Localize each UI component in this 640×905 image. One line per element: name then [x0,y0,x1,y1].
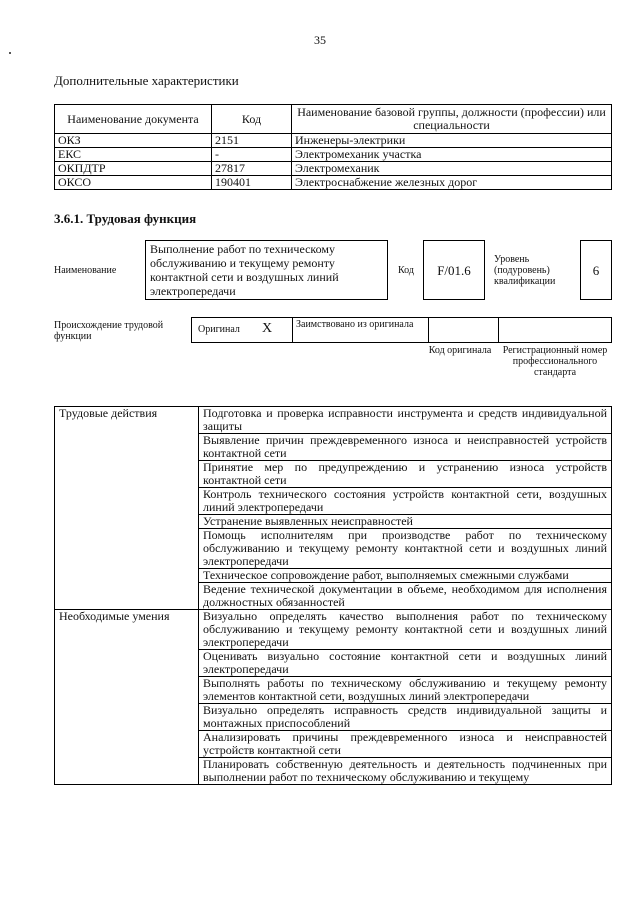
origin-divider [428,317,429,343]
code-cell: 190401 [212,176,292,190]
skill-item: Планировать собственную деятельность и деятельность подчиненных при выполнении работ по техническому обслуживанию и текущему [199,758,612,785]
labor-action-item: Устранение выявленных неисправностей [199,515,612,529]
level-value-box: 6 [580,240,612,300]
skill-item: Анализировать причины преждевременного износа и неисправностей устройств контактной сети [199,731,612,758]
table-row [55,176,612,190]
classifier-table [54,104,612,190]
code-original-label: Код оригинала [428,345,492,356]
function-heading: 3.6.1. Трудовая функция [54,211,197,226]
level-label: Уровень (подуровень) квалификации [494,254,556,287]
labor-action-item: Помощь исполнителям при производстве работ по техническому обслуживанию и текущему ремонту контактной сети и воздушных линий электропередачи [199,529,612,569]
origin-box [191,317,612,343]
table-header-row [55,105,612,134]
group-name-cell: Электромеханик [292,162,612,176]
table-row [55,407,612,434]
origin-label: Происхождение трудовой функции [54,320,164,342]
code-cell: 27817 [212,162,292,176]
name-label: Наименование [54,265,117,276]
labor-action-item: Подготовка и проверка исправности инструмента и средств индивидуальной защиты [199,407,612,434]
scan-speck [9,52,11,54]
origin-divider [292,317,293,343]
required-skills-label: Необходимые умения [55,610,199,785]
code-cell: - [212,148,292,162]
group-name-cell: Инженеры-электрики [292,134,612,148]
section-title: Дополнительные характеристики [54,73,239,88]
skill-item: Визуально определять качество выполнения работ по техническому обслуживанию и текущему ремонту контактной сети и воздушных линий электропередачи [199,610,612,650]
doc-name-cell: ОКСО [55,176,212,190]
table-row [55,610,612,650]
function-code-box: F/01.6 [423,240,485,300]
function-details-table [54,406,612,785]
function-name-box: Выполнение работ по техническому обслуживанию и текущему ремонту контактной сети и воздушных линий электропередачи [145,240,388,300]
skill-item: Выполнять работы по техническому обслуживанию и текущему ремонту элементов контактной сети, воздушных линий электропередачи [199,677,612,704]
reg-number-label: Регистрационный номер профессионального стандарта [502,345,608,378]
labor-actions-label: Трудовые действия [55,407,199,610]
skill-item: Визуально определять исправность средств индивидуальной защиты и монтажных приспособлений [199,704,612,731]
code-label: Код [398,265,414,276]
table-row [55,134,612,148]
labor-action-item: Контроль технического состояния устройств контактной сети, воздушных линий электропередачи [199,488,612,515]
page-number: 35 [314,33,326,47]
labor-action-item: Выявление причин преждевременного износа и неисправностей устройств контактной сети [199,434,612,461]
original-mark: X [262,321,273,336]
labor-action-item: Принятие мер по предупреждению и устранению износа устройств контактной сети [199,461,612,488]
header-doc-name: Наименование документа [55,105,212,134]
original-label: Оригинал [198,324,240,335]
code-cell: 2151 [212,134,292,148]
skill-item: Оценивать визуально состояние контактной сети и воздушных линий электропередачи [199,650,612,677]
header-group-name: Наименование базовой группы, должности (профессии) или специальности [292,105,612,134]
group-name-cell: Электромеханик участка [292,148,612,162]
labor-action-item: Ведение технической документации в объеме, необходимом для исполнения должностных обязанностей [199,583,612,610]
origin-divider [498,317,499,343]
labor-action-item: Техническое сопровождение работ, выполняемых смежными службами [199,569,612,583]
doc-name-cell: ОКПДТР [55,162,212,176]
doc-name-cell: ЕКС [55,148,212,162]
header-code: Код [212,105,292,134]
doc-name-cell: ОКЗ [55,134,212,148]
group-name-cell: Электроснабжение железных дорог [292,176,612,190]
table-row [55,162,612,176]
borrowed-label: Заимствовано из оригинала [296,319,414,330]
table-row [55,148,612,162]
